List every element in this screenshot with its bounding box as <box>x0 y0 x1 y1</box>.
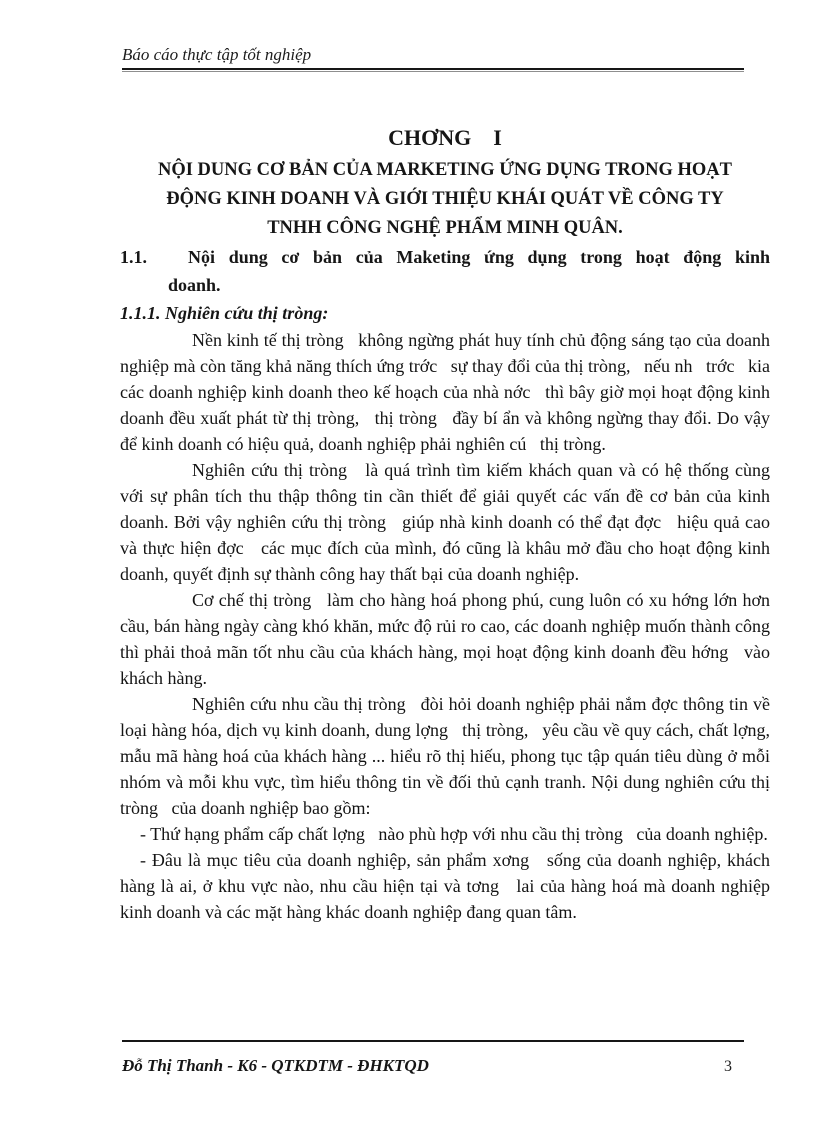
paragraph-market-research-definition: Nghiên cứu thị tròng là quá trình tìm kiếm khách quan và có hệ thống cùng với sự phân tích thu thập thông tin cần thiết để giải quyết các vấn đề cơ bản của kinh doanh. Bởi vậy nghiên cứu thị tròng giúp nhà kinh doanh có thể đạt đợc hiệu quả cao và thực hiện đợc các mục đích của mình, đó cũng là khâu mở đầu cho hoạt động kinh doanh, quyết định sự thành công hay thất bại của doanh nghiệp. <box>120 460 775 584</box>
section-heading-1-1-1: 1.1.1. Nghiên cứu thị tròng: <box>120 303 329 323</box>
chapter-label: CHƠNG I <box>388 125 502 150</box>
page-header <box>122 44 744 72</box>
chapter-title-line: ĐỘNG KINH DOANH VÀ GIỚI THIỆU KHÁI QUÁT VỀ CÔNG TY <box>166 189 724 209</box>
section-heading-1-1 <box>120 243 770 299</box>
paragraph-market-mechanism: Cơ chế thị tròng làm cho hàng hoá phong phú, cung luôn có xu hớng lớn hơn cầu, bán hàng ngày càng khó khăn, mức độ rủi ro cao, các doanh nghiệp muốn thành công thì phải thoả mãn tốt nhu cầu của khách hàng, mọi hoạt động kinh doanh đều hớng vào khách hàng. <box>120 590 775 688</box>
paragraph-market-demand-research: Nghiên cứu nhu cầu thị tròng đòi hỏi doanh nghiệp phải nắm đợc thông tin về loại hàng hóa, dịch vụ kinh doanh, dung lợng thị tròng, yêu cầu về quy cách, chất lợng, mẫu mã hàng hoá của khách hàng ... hiểu rõ thị hiếu, phong tục tập quán tiêu dùng ở mỗi nhóm và mỗi khu vực, tìm hiểu thông tin về đối thủ cạnh tranh. Nội dung nghiên cứu thị tròng của doanh nghiệp bao gồm: <box>120 694 784 818</box>
page-footer <box>122 1040 744 1076</box>
chapter-title-line: TNHH CÔNG NGHỆ PHẨM MINH QUÂN. <box>267 218 623 238</box>
document-body <box>120 125 784 925</box>
header-title: Báo cáo thực tập tốt nghiệp <box>122 45 312 64</box>
bullet-item-quality-grade: - Thứ hạng phẩm cấp chất lợng nào phù hợp với nhu cầu thị tròng của doanh nghiệp. <box>140 824 768 844</box>
header-rule <box>122 68 744 72</box>
page-number: 3 <box>724 1058 732 1075</box>
footer-row <box>122 1056 744 1076</box>
paragraph-market-economy: Nền kinh tế thị tròng không ngừng phát huy tính chủ động sáng tạo của doanh nghiệp mà còn tăng khả năng thích ứng trớc sự thay đổi của thị tròng, nếu nh trớc kia các doanh nghiệp kinh doanh theo kế hoạch của nhà nớc thì bây giờ mọi hoạt động kinh doanh đều xuất phát từ thị tròng, thị tròng đầy bí ẩn và không ngừng thay đổi. Do vậy để kinh doanh có hiệu quả, doanh nghiệp phải nghiên cú thị tròng. <box>120 330 775 454</box>
chapter-title-line: NỘI DUNG CƠ BẢN CỦA MARKETING ỨNG DỤNG TRONG HOẠT <box>157 160 733 180</box>
footer-author: Đỗ Thị Thanh - K6 - QTKDTM - ĐHKTQD <box>122 1056 429 1075</box>
section-heading-1-1-line2: doanh. <box>168 275 221 295</box>
chapter-title <box>120 156 770 243</box>
bullet-item-business-target: - Đâu là mục tiêu của doanh nghiệp, sản phẩm xơng sống của doanh nghiệp, khách hàng là ai, ở khu vực nào, nhu cầu hiện tại và tơng lai của hàng hoá mà doanh nghiệp kinh doanh và các mặt hàng khác doanh nghiệp đang quan tâm. <box>120 850 775 922</box>
footer-rule <box>122 1040 744 1043</box>
section-heading-1-1-line1: 1.1. Nội dung cơ bản của Maketing ứng dụng trong hoạt động kinh <box>120 247 770 267</box>
